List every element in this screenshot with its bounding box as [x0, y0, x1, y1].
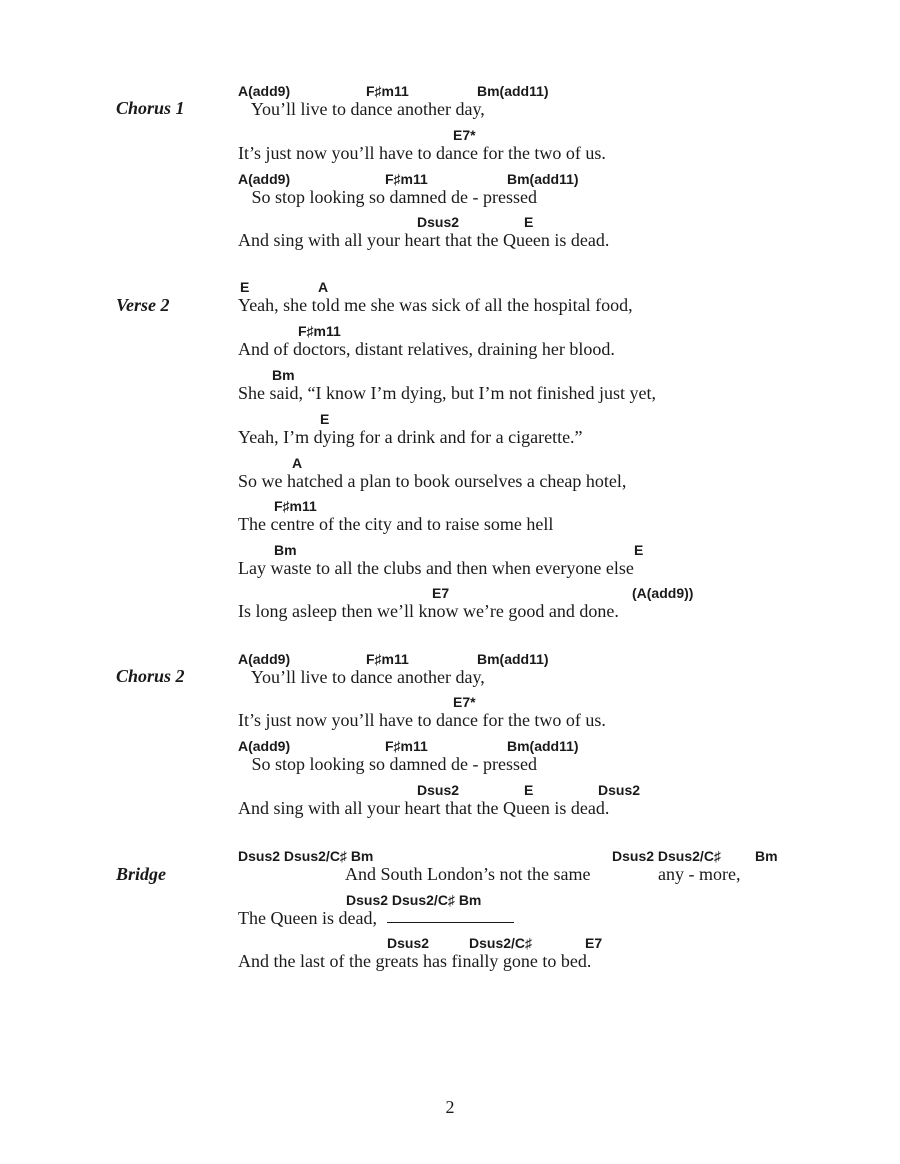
chord: Bm(add11) — [507, 738, 579, 754]
chord: F♯m11 — [385, 738, 428, 754]
chord: E — [320, 411, 330, 427]
chord: Dsus2 Dsus2/C♯ — [612, 848, 721, 864]
lyric-line: So we hatched a plan to book ourselves a cheap hotel, — [238, 471, 627, 491]
lyric-line: So stop looking so damned de - pressed — [238, 754, 537, 774]
lyric-line: And South London’s not the same any - more, — [238, 864, 741, 884]
chord: F♯m11 — [274, 498, 317, 514]
chord: A — [318, 279, 329, 295]
chord: Bm — [272, 367, 295, 383]
chord: F♯m11 — [385, 171, 428, 187]
chord: Dsus2 — [387, 935, 430, 951]
lyric-line: And sing with all your heart that the Queen is dead. — [238, 798, 610, 818]
chord: Bm(add11) — [477, 83, 549, 99]
chord: (A(add9)) — [632, 585, 694, 601]
chord: E — [524, 214, 534, 230]
chord: Bm — [755, 848, 778, 864]
chord: Dsus2 — [417, 214, 460, 230]
section-label-chorus-2: Chorus 2 — [116, 666, 185, 686]
lyric-line: And of doctors, distant relatives, draining her blood. — [238, 339, 615, 359]
lyric-line: You’ll live to dance another day, — [238, 667, 485, 687]
lyric-line: And the last of the greats has finally gone to bed. — [238, 951, 592, 971]
chord: E7 — [432, 585, 450, 601]
lyric-line: The Queen is dead, — [238, 908, 377, 928]
chord: F♯m11 — [366, 651, 409, 667]
section-label-bridge: Bridge — [116, 864, 167, 884]
lyric-line: The centre of the city and to raise some hell — [238, 514, 554, 534]
section-label-verse-2: Verse 2 — [116, 295, 170, 315]
chord: E7 — [585, 935, 603, 951]
chord: Dsus2/C♯ — [469, 935, 533, 951]
lyric-line: Yeah, she told me she was sick of all the hospital food, — [238, 295, 633, 315]
chord: E — [240, 279, 250, 295]
chord: A(add9) — [238, 738, 291, 754]
chord: E — [634, 542, 644, 558]
chord: Bm — [274, 542, 297, 558]
chord: Bm(add11) — [477, 651, 549, 667]
chord: Dsus2 Dsus2/C♯ Bm — [238, 848, 374, 864]
chord: A — [292, 455, 303, 471]
lyric-line: You’ll live to dance another day, — [238, 99, 485, 119]
lyric-line: And sing with all your heart that the Queen is dead. — [238, 230, 610, 250]
lyric-line: Lay waste to all the clubs and then when everyone else — [238, 558, 634, 578]
fill-in-underline — [387, 922, 514, 923]
chord: Dsus2 Dsus2/C♯ Bm — [346, 892, 482, 908]
chord: Dsus2 — [417, 782, 460, 798]
chord: F♯m11 — [366, 83, 409, 99]
lyric-line: So stop looking so damned de - pressed — [238, 187, 537, 207]
lyric-line: She said, “I know I’m dying, but I’m not finished just yet, — [238, 383, 656, 403]
lyric-line: It’s just now you’ll have to dance for the two of us. — [238, 710, 606, 730]
page-number: 2 — [445, 1097, 455, 1117]
lyric-line: Is long asleep then we’ll know we’re good and done. — [238, 601, 619, 621]
chord: A(add9) — [238, 171, 291, 187]
chord: E7* — [453, 127, 476, 143]
chord: E — [524, 782, 534, 798]
chord: Dsus2 — [598, 782, 641, 798]
lyric-line: Yeah, I’m dying for a drink and for a cigarette.” — [238, 427, 583, 447]
chord: F♯m11 — [298, 323, 341, 339]
chord: A(add9) — [238, 651, 291, 667]
section-label-chorus-1: Chorus 1 — [116, 98, 185, 118]
chord: Bm(add11) — [507, 171, 579, 187]
chord: A(add9) — [238, 83, 291, 99]
chord: E7* — [453, 694, 476, 710]
lyric-line: It’s just now you’ll have to dance for the two of us. — [238, 143, 606, 163]
